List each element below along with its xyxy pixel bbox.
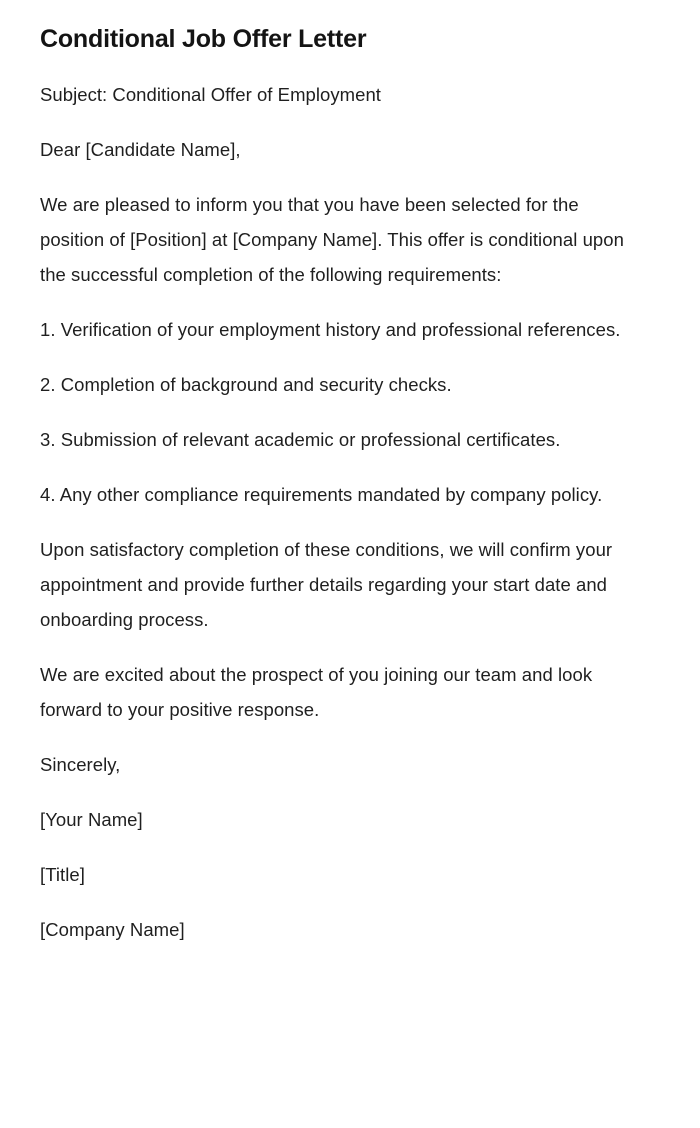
signature-name: [Your Name] xyxy=(40,809,143,831)
requirement-item-3: 3. Submission of relevant academic or professional certificates. xyxy=(40,429,561,451)
requirement-item-2: 2. Completion of background and security checks. xyxy=(40,374,452,396)
salutation: Dear [Candidate Name], xyxy=(40,139,241,161)
requirement-item-1: 1. Verification of your employment history and professional references. xyxy=(40,319,621,341)
page-title: Conditional Job Offer Letter xyxy=(40,25,367,53)
signature-company: [Company Name] xyxy=(40,919,185,941)
closing-paragraph: We are excited about the prospect of you joining our team and look forward to your positive response. xyxy=(40,664,593,721)
subject-line: Subject: Conditional Offer of Employment xyxy=(40,84,381,106)
intro-paragraph: We are pleased to inform you that you have been selected for the position of [Position] at [Company Name]. This offer is conditional upon the successful completion of the following requirements: xyxy=(40,194,624,286)
signature-title: [Title] xyxy=(40,864,85,886)
requirement-item-4: 4. Any other compliance requirements mandated by company policy. xyxy=(40,484,603,506)
completion-paragraph: Upon satisfactory completion of these conditions, we will confirm your appointment and provide further details regarding your start date and onboarding process. xyxy=(40,539,613,631)
signoff: Sincerely, xyxy=(40,754,121,776)
